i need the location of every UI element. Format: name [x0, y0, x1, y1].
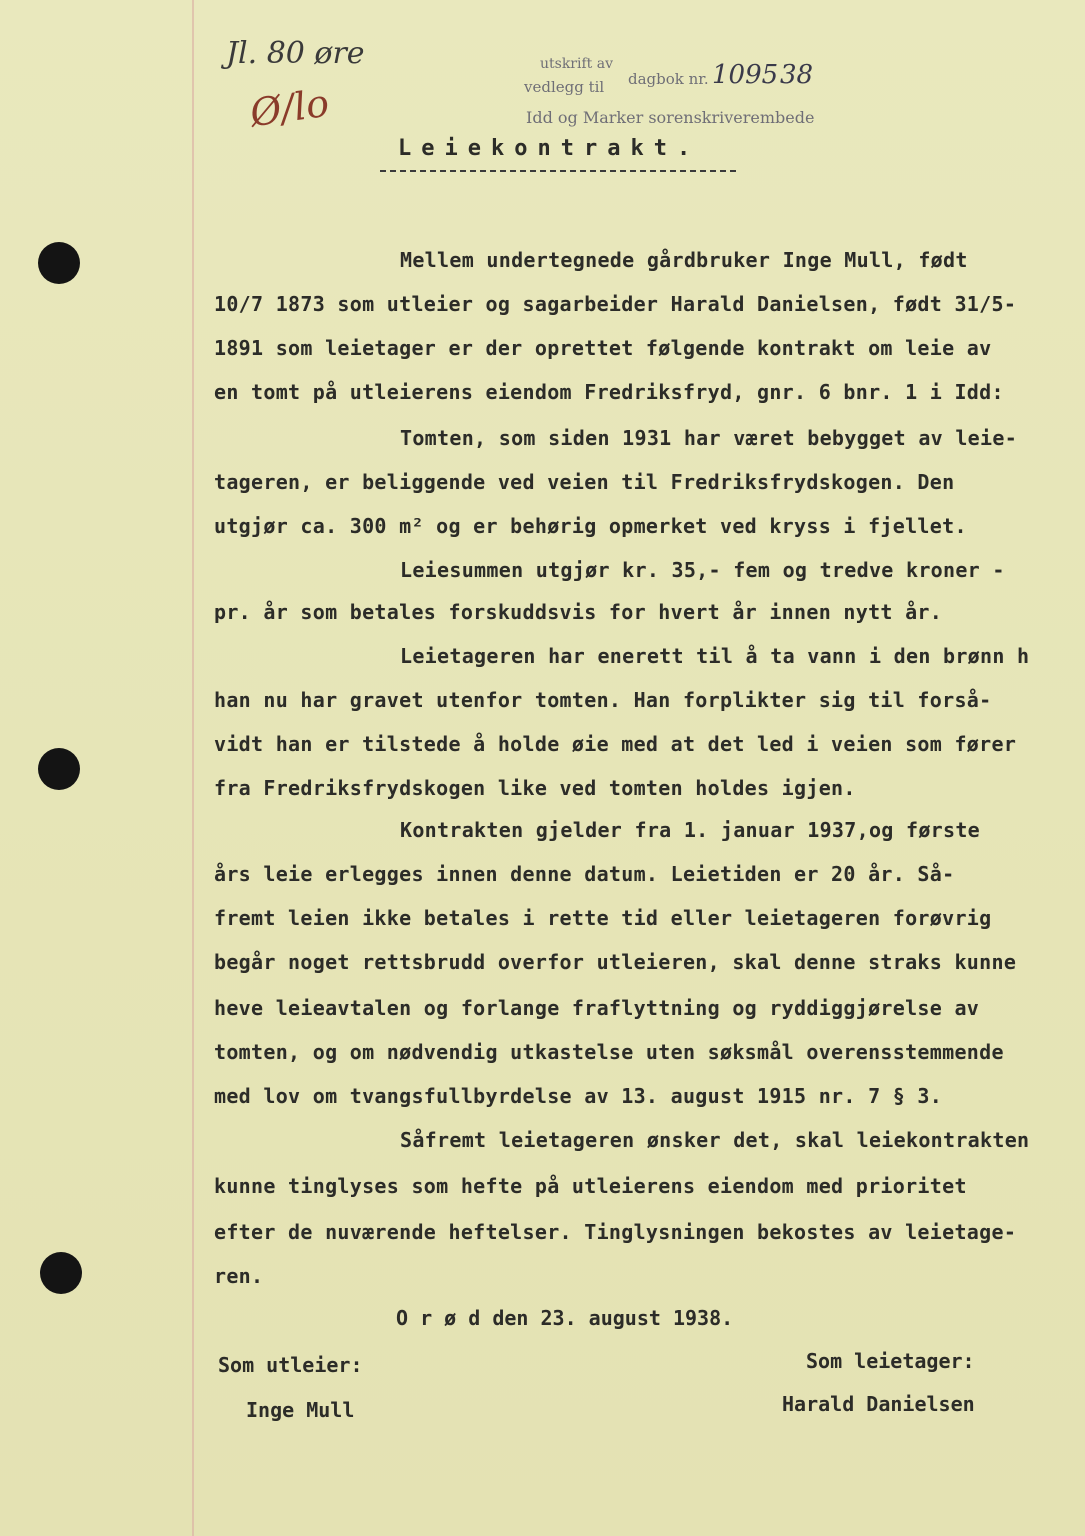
- lessee-name: Harald Danielsen: [782, 1392, 975, 1416]
- body-line: Mellem undertegnede gårdbruker Inge Mull, født: [400, 248, 968, 272]
- body-line: tomten, og om nødvendig utkastelse uten søksmål overensstemmende: [214, 1040, 1004, 1064]
- body-line: en tomt på utleierens eiendom Fredriksfryd, gnr. 6 bnr. 1 i Idd:: [214, 380, 1004, 404]
- body-line: pr. år som betales forskuddsvis for hvert år innen nytt år.: [214, 600, 943, 624]
- body-line: vidt han er tilstede å holde øie med at det led i veien som fører: [214, 732, 1017, 756]
- body-line: heve leieavtalen og forlange fraflyttning og ryddiggjørelse av: [214, 996, 980, 1020]
- body-line: fremt leien ikke betales i rette tid eller leietageren forøvrig: [214, 906, 992, 930]
- body-line: 1891 som leietager er der oprettet følgende kontrakt om leie av: [214, 336, 992, 360]
- body-line: 10/7 1873 som utleier og sagarbeider Harald Danielsen, født 31/5-: [214, 292, 1017, 316]
- lessor-role: Som utleier:: [218, 1353, 363, 1377]
- punch-hole: [38, 748, 80, 790]
- body-line: utgjør ca. 300 m² og er behørig opmerket ved kryss i fjellet.: [214, 514, 967, 538]
- stamp-office: Idd og Marker sorenskriverembede: [526, 108, 815, 127]
- body-line: ren.: [214, 1264, 264, 1288]
- body-line: begår noget rettsbrudd overfor utleieren, skal denne straks kunne: [214, 950, 1017, 974]
- punch-hole: [40, 1252, 82, 1294]
- body-line: Leiesummen utgjør kr. 35,- fem og tredve kroner -: [400, 558, 1005, 582]
- stamp-dagbok-number: 1095: [712, 60, 779, 90]
- document-title: Leiekontrakt.: [398, 136, 701, 161]
- body-line: Leietageren har enerett til å ta vann i den brønn h: [400, 644, 1030, 668]
- stamp-line1: utskrift av: [540, 56, 613, 72]
- title-underline: [380, 170, 736, 172]
- body-line: han nu har gravet utenfor tomten. Han forplikter sig til forså-: [214, 688, 992, 712]
- body-line: tageren, er beliggende ved veien til Fredriksfrydskogen. Den: [214, 470, 955, 494]
- body-line: Kontrakten gjelder fra 1. januar 1937,og første: [400, 818, 981, 842]
- stamp-year: 38: [780, 60, 814, 90]
- body-line: kunne tinglyses som hefte på utleierens eiendom med prioritet: [214, 1174, 967, 1198]
- body-line: med lov om tvangsfullbyrdelse av 13. august 1915 nr. 7 § 3.: [214, 1084, 943, 1108]
- punch-hole: [38, 242, 80, 284]
- lessee-role: Som leietager:: [806, 1349, 975, 1373]
- body-line: efter de nuværende heftelser. Tinglysningen bekostes av leietage-: [214, 1220, 1017, 1244]
- lessor-name: Inge Mull: [246, 1398, 355, 1422]
- initials-note: Ø/lo: [247, 80, 332, 136]
- stamp-line2: vedlegg til: [524, 78, 605, 96]
- body-line: fra Fredriksfrydskogen like ved tomten holdes igjen.: [214, 776, 856, 800]
- stamp-dagbok-label: dagbok nr.: [628, 70, 709, 88]
- body-line: Tomten, som siden 1931 har været bebygget av leie-: [400, 426, 1018, 450]
- fee-note: Jl. 80 øre: [226, 36, 365, 71]
- place-date: O r ø d den 23. august 1938.: [396, 1306, 734, 1330]
- margin-line: [192, 0, 194, 1536]
- body-line: års leie erlegges innen denne datum. Leietiden er 20 år. Så-: [214, 862, 955, 886]
- body-line: Såfremt leietageren ønsker det, skal leiekontrakten: [400, 1128, 1030, 1152]
